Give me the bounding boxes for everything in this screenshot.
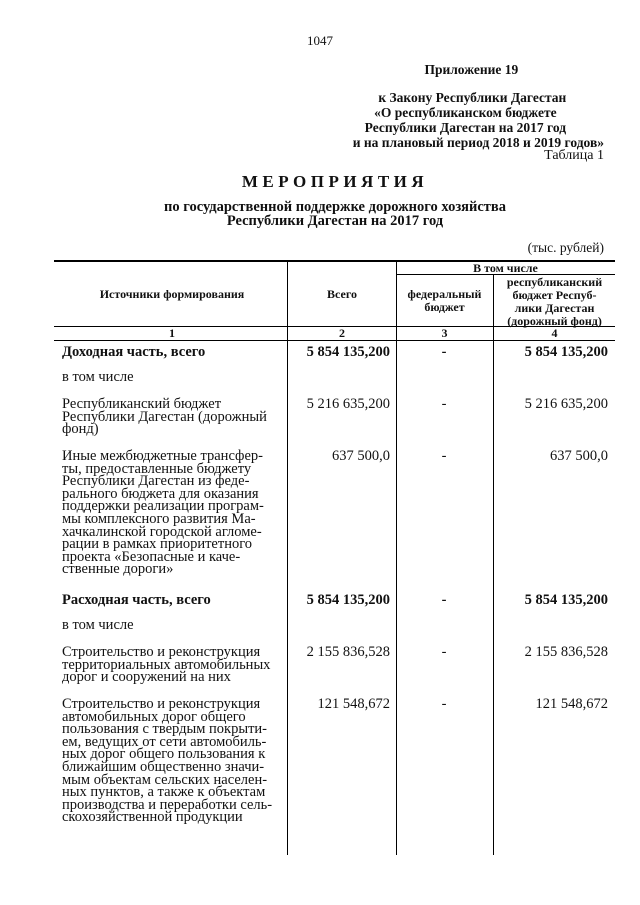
table-row-label: в том числе	[62, 617, 134, 633]
total-value: 5 854 135,200	[306, 592, 390, 608]
table-row-label: Иные межбюджетные трансфер- ты, предоставленные бюджету Республики Дагестан из феде- рального бюджета для оказания поддержки реализации програм- мы комплексного развития Ма- хачкалинской городской агломе- рации в рамках приоритетного проекта «Безопасные и каче- ственные дороги»	[62, 448, 264, 578]
subtitle-line: по государственной поддержке дорожного хозяйства	[164, 199, 506, 215]
federal-value: -	[441, 592, 447, 608]
column-number: 2	[339, 326, 345, 340]
table-row-label: Республиканский бюджет Республики Дагестан (дорожный фонд)	[62, 396, 267, 438]
appendix-title: Приложение 19	[424, 62, 519, 77]
federal-value: -	[441, 448, 447, 464]
appendix-line: и на плановый период 2018 и 2019 годов»	[352, 135, 604, 150]
republic-value: 5 216 635,200	[524, 396, 608, 412]
total-value: 5 854 135,200	[306, 344, 390, 360]
total-value: 121 548,672	[317, 696, 390, 712]
total-value: 2 155 836,528	[306, 644, 390, 660]
total-value: 637 500,0	[332, 448, 390, 464]
table-row-label: Строительство и реконструкция автомобильных дорог общего пользования с твердым покрыти- ем, ведущих от сети автомобиль- ных дорог общего пользования к ближайшим общественно значи- мым объектам сельских населен- ных пунктов, а также к объектам производства и переработки сель- скохозяйственной продукции	[62, 696, 273, 826]
units-note: (тыс. рублей)	[527, 240, 604, 255]
table-row-label: в том числе	[62, 369, 134, 385]
total-value: 5 216 635,200	[306, 396, 390, 412]
appendix-line: к Закону Республики Дагестан	[378, 90, 567, 105]
document-subtitle	[0, 200, 640, 228]
republic-value: 5 854 135,200	[524, 344, 608, 360]
federal-value: -	[441, 396, 447, 412]
republic-value: 637 500,0	[550, 448, 608, 464]
federal-value: -	[441, 696, 447, 712]
document-title: МЕРОПРИЯТИЯ	[241, 172, 429, 191]
appendix-header	[353, 62, 604, 150]
column-number: 3	[441, 326, 448, 340]
column-number: 4	[551, 326, 558, 340]
header-source: Источники формирования	[99, 287, 245, 301]
republic-value: 121 548,672	[535, 696, 608, 712]
appendix-line: «О республиканском бюджете	[374, 105, 557, 120]
republic-value: 5 854 135,200	[524, 592, 608, 608]
header-federal: федеральный бюджет	[407, 287, 482, 314]
table-label: Таблица 1	[544, 148, 604, 163]
federal-value: -	[441, 644, 447, 660]
header-republic: республиканский бюджет Респуб- лики Дагестан (дорожный фонд)	[506, 275, 603, 328]
appendix-line: Республики Дагестан на 2017 год	[364, 120, 567, 135]
table-row-label: Расходная часть, всего	[62, 592, 211, 608]
subtitle-line: Республики Дагестан на 2017 год	[226, 213, 444, 229]
header-including: В том числе	[473, 261, 538, 275]
header-total: Всего	[327, 287, 357, 301]
page-number: 1047	[307, 33, 333, 48]
table-row-label: Строительство и реконструкция территориальных автомобильных дорог и сооружений на них	[62, 644, 271, 686]
republic-value: 2 155 836,528	[524, 644, 608, 660]
table-row-label: Доходная часть, всего	[62, 344, 206, 360]
federal-value: -	[441, 344, 447, 360]
column-number: 1	[169, 326, 175, 340]
